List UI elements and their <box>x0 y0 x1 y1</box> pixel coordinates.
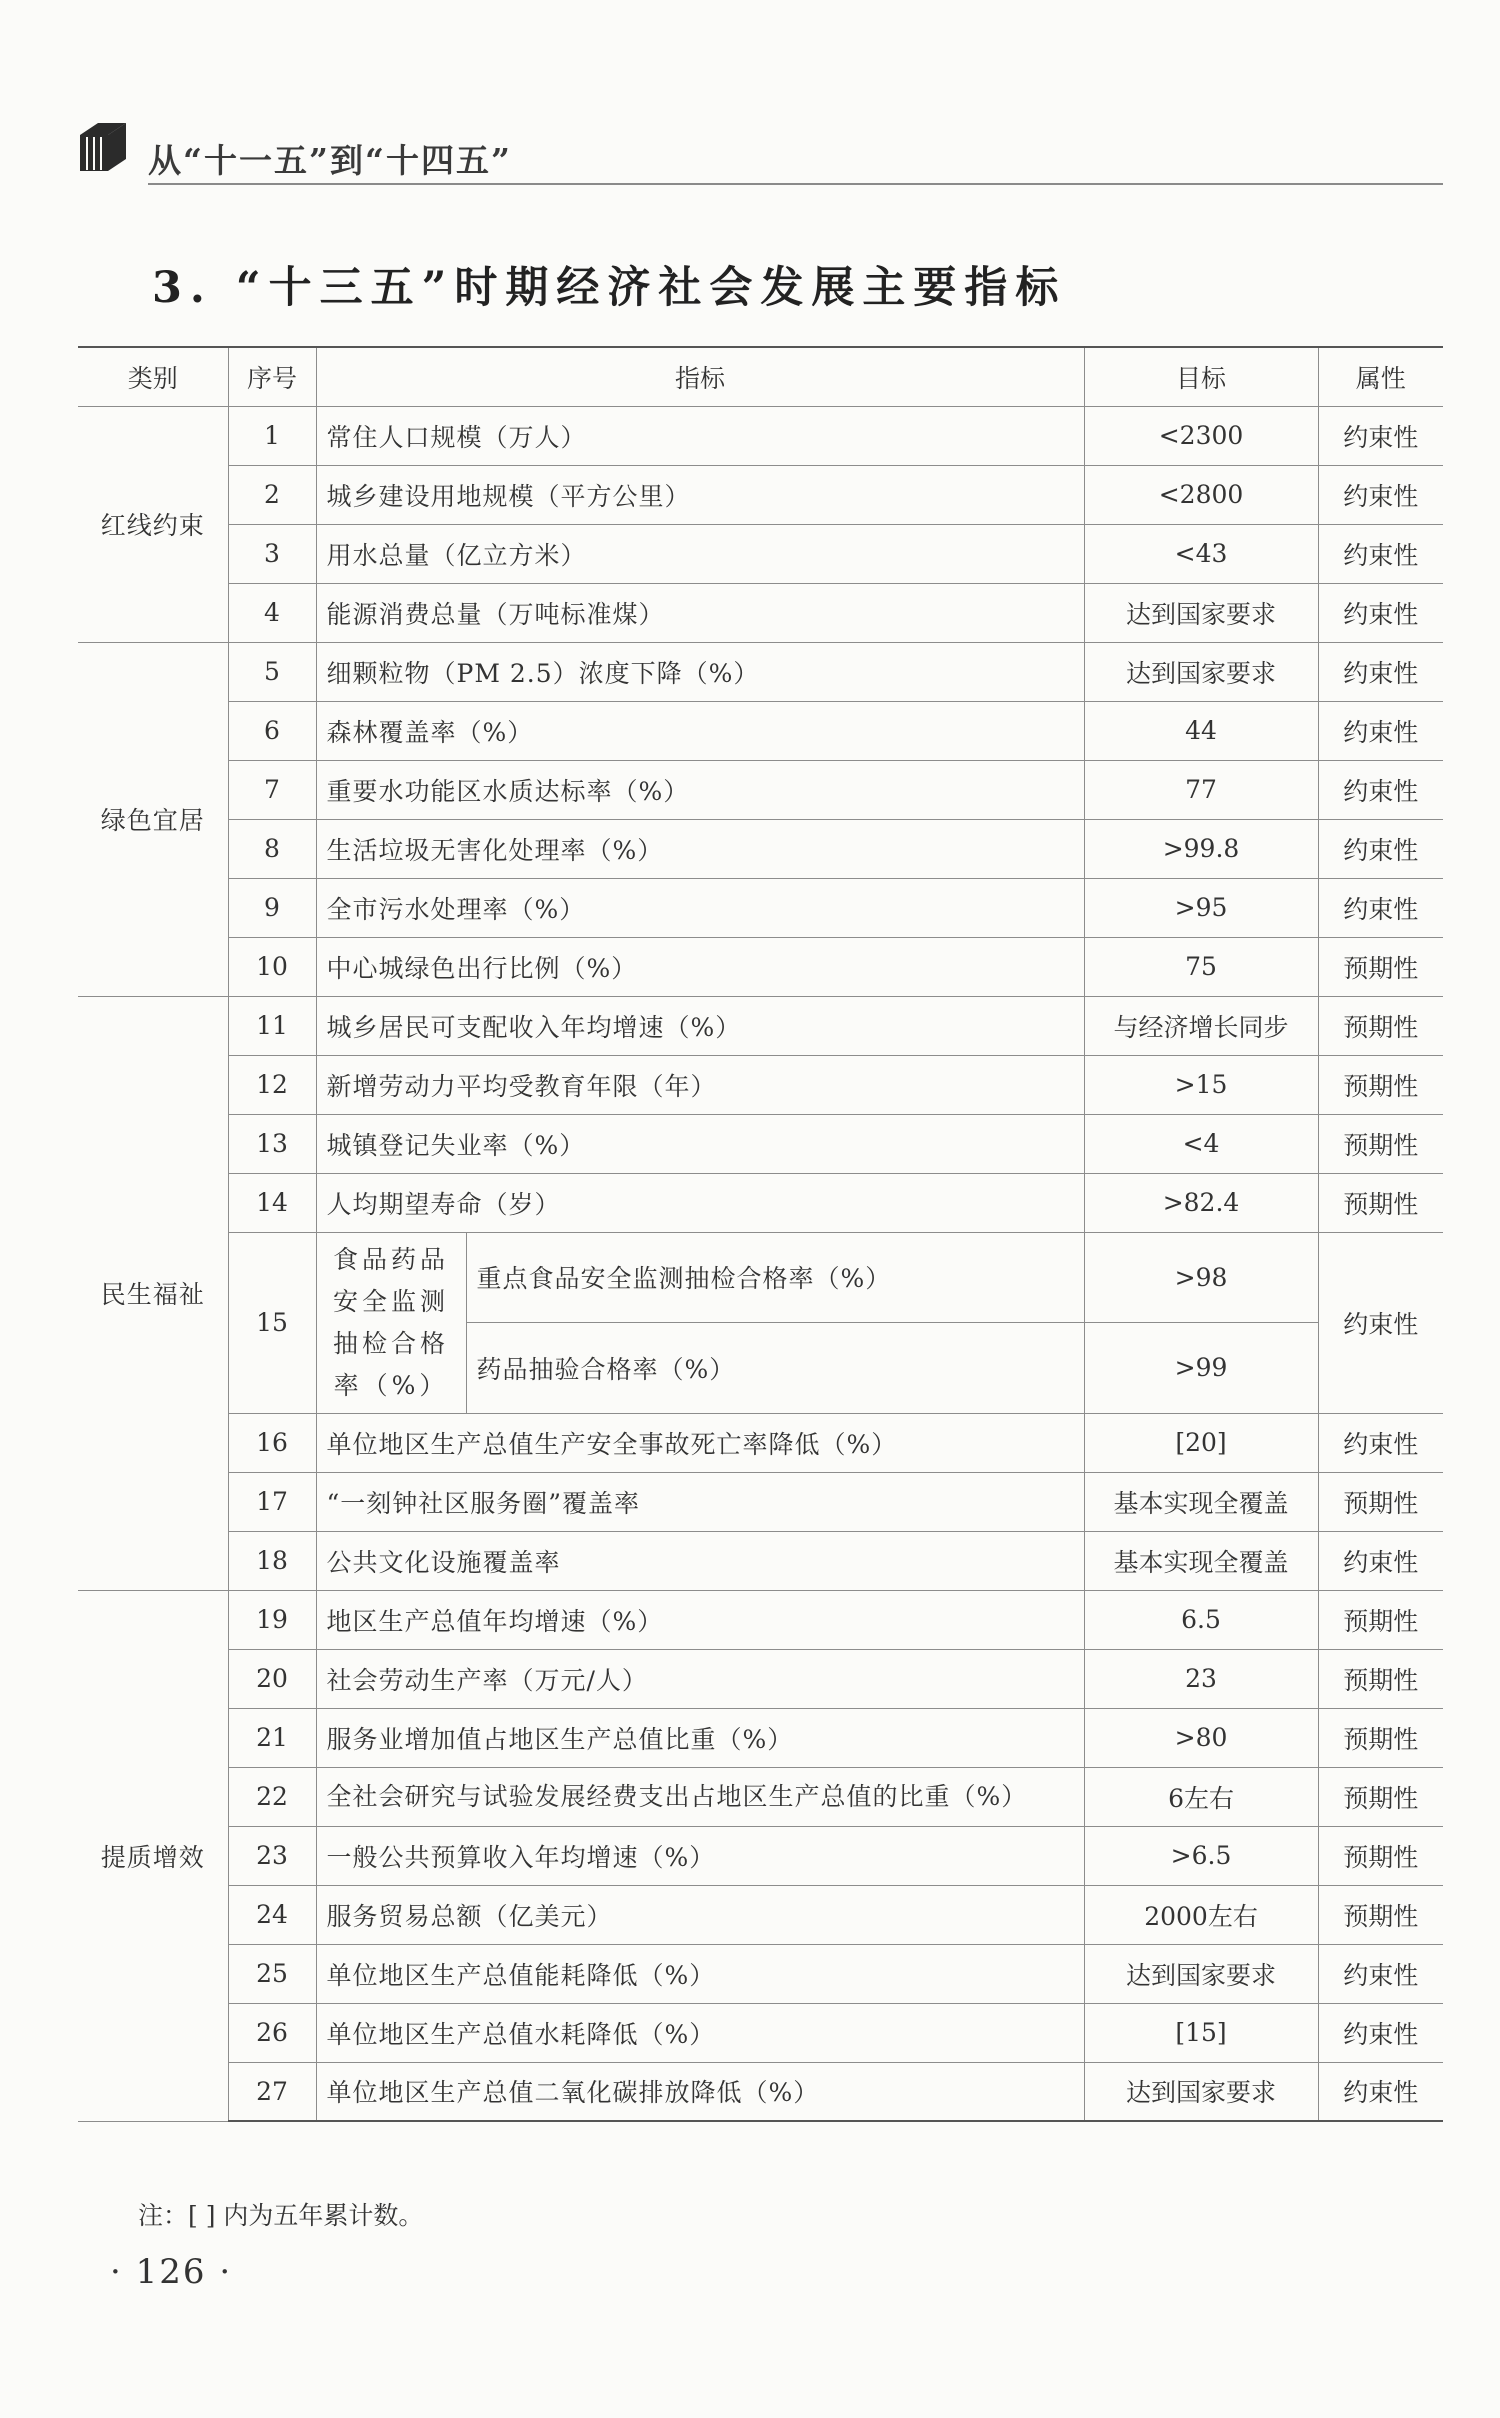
table-row <box>78 2003 1443 2062</box>
indicator-cell: 中心城绿色出行比例（%） <box>316 937 1084 996</box>
target-cell: >99 <box>1084 1323 1318 1414</box>
target-cell: 达到国家要求 <box>1084 583 1318 642</box>
target-cell: <4 <box>1084 1114 1318 1173</box>
target-cell: [15] <box>1084 2003 1318 2062</box>
attribute-cell: 预期性 <box>1318 1055 1443 1114</box>
target-cell: <2800 <box>1084 465 1318 524</box>
page-header <box>78 105 1443 185</box>
row-number: 6 <box>228 701 316 760</box>
table-header-row <box>78 347 1443 406</box>
target-cell: 达到国家要求 <box>1084 642 1318 701</box>
row-number: 23 <box>228 1826 316 1885</box>
row-number: 15 <box>228 1232 316 1413</box>
row-number: 1 <box>228 406 316 465</box>
book-stack-icon <box>78 117 128 173</box>
target-cell: >99.8 <box>1084 819 1318 878</box>
row-number: 10 <box>228 937 316 996</box>
attribute-cell: 约束性 <box>1318 878 1443 937</box>
indicator-cell: 地区生产总值年均增速（%） <box>316 1590 1084 1649</box>
running-title: 从“十一五”到“十四五” <box>148 141 512 180</box>
target-cell: 6.5 <box>1084 1590 1318 1649</box>
target-cell: 达到国家要求 <box>1084 1944 1318 2003</box>
target-cell: >82.4 <box>1084 1173 1318 1232</box>
table-row <box>78 583 1443 642</box>
attribute-cell: 约束性 <box>1318 642 1443 701</box>
indicator-cell: 生活垃圾无害化处理率（%） <box>316 819 1084 878</box>
table-row <box>78 1531 1443 1590</box>
indicator-cell: 细颗粒物（PM 2.5）浓度下降（%） <box>316 642 1084 701</box>
indicator-cell: 单位地区生产总值二氧化碳排放降低（%） <box>316 2062 1084 2121</box>
attribute-cell: 约束性 <box>1318 465 1443 524</box>
row-number: 4 <box>228 583 316 642</box>
target-cell: >95 <box>1084 878 1318 937</box>
target-cell: >15 <box>1084 1055 1318 1114</box>
category-cell: 绿色宜居 <box>78 642 228 996</box>
category-cell: 红线约束 <box>78 406 228 642</box>
row-number: 2 <box>228 465 316 524</box>
table-row <box>78 1767 1443 1826</box>
row-number: 12 <box>228 1055 316 1114</box>
indicator-cell: 重点食品安全监测抽检合格率（%） <box>466 1232 1084 1323</box>
table-row <box>78 1232 1443 1323</box>
target-cell: >80 <box>1084 1708 1318 1767</box>
row-number: 9 <box>228 878 316 937</box>
attribute-cell: 预期性 <box>1318 1767 1443 1826</box>
table-row <box>78 1708 1443 1767</box>
row-number: 25 <box>228 1944 316 2003</box>
row-number: 5 <box>228 642 316 701</box>
table-row <box>78 1944 1443 2003</box>
target-cell: <2300 <box>1084 406 1318 465</box>
attribute-cell: 预期性 <box>1318 1472 1443 1531</box>
row-number: 21 <box>228 1708 316 1767</box>
indicator-cell: 全社会研究与试验发展经费支出占地区生产总值的比重（%） <box>316 1767 1084 1826</box>
attribute-cell: 约束性 <box>1318 2003 1443 2062</box>
table-row <box>78 878 1443 937</box>
table-row <box>78 406 1443 465</box>
row-number: 20 <box>228 1649 316 1708</box>
indicator-cell: 社会劳动生产率（万元/人） <box>316 1649 1084 1708</box>
target-cell: 75 <box>1084 937 1318 996</box>
attribute-cell: 约束性 <box>1318 1232 1443 1413</box>
target-cell: 23 <box>1084 1649 1318 1708</box>
table-row <box>78 1649 1443 1708</box>
table-row <box>78 524 1443 583</box>
target-cell: 达到国家要求 <box>1084 2062 1318 2121</box>
indicator-cell: 药品抽验合格率（%） <box>466 1323 1084 1414</box>
table-row <box>78 1472 1443 1531</box>
indicator-cell: “一刻钟社区服务圈”覆盖率 <box>316 1472 1084 1531</box>
category-cell: 提质增效 <box>78 1590 228 2121</box>
indicator-cell: 一般公共预算收入年均增速（%） <box>316 1826 1084 1885</box>
target-cell: 77 <box>1084 760 1318 819</box>
indicator-cell: 服务业增加值占地区生产总值比重（%） <box>316 1708 1084 1767</box>
row-number: 17 <box>228 1472 316 1531</box>
row-number: 14 <box>228 1173 316 1232</box>
target-cell: <43 <box>1084 524 1318 583</box>
attribute-cell: 预期性 <box>1318 1114 1443 1173</box>
indicator-cell: 单位地区生产总值能耗降低（%） <box>316 1944 1084 2003</box>
table-row <box>78 1114 1443 1173</box>
target-cell: 基本实现全覆盖 <box>1084 1472 1318 1531</box>
target-cell: 6左右 <box>1084 1767 1318 1826</box>
indicator-cell: 公共文化设施覆盖率 <box>316 1531 1084 1590</box>
attribute-cell: 预期性 <box>1318 1590 1443 1649</box>
attribute-cell: 约束性 <box>1318 760 1443 819</box>
col-header-number: 序号 <box>228 347 316 406</box>
attribute-cell: 约束性 <box>1318 524 1443 583</box>
attribute-cell: 约束性 <box>1318 1531 1443 1590</box>
row-number: 16 <box>228 1413 316 1472</box>
col-header-target: 目标 <box>1084 347 1318 406</box>
indicator-cell: 常住人口规模（万人） <box>316 406 1084 465</box>
indicator-cell: 城乡建设用地规模（平方公里） <box>316 465 1084 524</box>
attribute-cell: 预期性 <box>1318 1826 1443 1885</box>
indicator-cell: 服务贸易总额（亿美元） <box>316 1885 1084 1944</box>
col-header-indicator: 指标 <box>316 347 1084 406</box>
attribute-cell: 预期性 <box>1318 937 1443 996</box>
attribute-cell: 预期性 <box>1318 1649 1443 1708</box>
row-number: 7 <box>228 760 316 819</box>
table-row <box>78 1590 1443 1649</box>
attribute-cell: 约束性 <box>1318 819 1443 878</box>
indicator-cell: 全市污水处理率（%） <box>316 878 1084 937</box>
target-cell: 2000左右 <box>1084 1885 1318 1944</box>
target-cell: 44 <box>1084 701 1318 760</box>
indicator-cell: 新增劳动力平均受教育年限（年） <box>316 1055 1084 1114</box>
row-number: 8 <box>228 819 316 878</box>
table-row <box>78 1413 1443 1472</box>
indicator-cell: 城乡居民可支配收入年均增速（%） <box>316 996 1084 1055</box>
indicator-cell: 人均期望寿命（岁） <box>316 1173 1084 1232</box>
indicator-group-cell: 食品药品安全监测抽检合格率（%） <box>316 1232 466 1413</box>
col-header-category: 类别 <box>78 347 228 406</box>
indicator-cell: 重要水功能区水质达标率（%） <box>316 760 1084 819</box>
table-row <box>78 2062 1443 2121</box>
table-row <box>78 1885 1443 1944</box>
indicator-cell: 单位地区生产总值水耗降低（%） <box>316 2003 1084 2062</box>
row-number: 13 <box>228 1114 316 1173</box>
row-number: 19 <box>228 1590 316 1649</box>
col-header-attribute: 属性 <box>1318 347 1443 406</box>
table-row <box>78 465 1443 524</box>
attribute-cell: 约束性 <box>1318 406 1443 465</box>
attribute-cell: 约束性 <box>1318 701 1443 760</box>
indicators-table <box>78 346 1443 2122</box>
attribute-cell: 预期性 <box>1318 1173 1443 1232</box>
table-row <box>78 760 1443 819</box>
row-number: 24 <box>228 1885 316 1944</box>
table-row <box>78 642 1443 701</box>
target-cell: >98 <box>1084 1232 1318 1323</box>
page-number: · 126 · <box>110 2252 233 2292</box>
table-row <box>78 1826 1443 1885</box>
category-cell: 民生福祉 <box>78 996 228 1590</box>
row-number: 3 <box>228 524 316 583</box>
row-number: 22 <box>228 1767 316 1826</box>
attribute-cell: 约束性 <box>1318 2062 1443 2121</box>
table-row <box>78 937 1443 996</box>
target-cell: >6.5 <box>1084 1826 1318 1885</box>
indicator-cell: 用水总量（亿立方米） <box>316 524 1084 583</box>
target-cell: 与经济增长同步 <box>1084 996 1318 1055</box>
row-number: 11 <box>228 996 316 1055</box>
target-cell: [20] <box>1084 1413 1318 1472</box>
row-number: 18 <box>228 1531 316 1590</box>
indicator-cell: 城镇登记失业率（%） <box>316 1114 1084 1173</box>
indicator-cell: 单位地区生产总值生产安全事故死亡率降低（%） <box>316 1413 1084 1472</box>
attribute-cell: 预期性 <box>1318 1885 1443 1944</box>
table-row <box>78 819 1443 878</box>
row-number: 27 <box>228 2062 316 2121</box>
table-row <box>78 996 1443 1055</box>
attribute-cell: 约束性 <box>1318 1413 1443 1472</box>
indicator-cell: 能源消费总量（万吨标准煤） <box>316 583 1084 642</box>
attribute-cell: 预期性 <box>1318 996 1443 1055</box>
row-number: 26 <box>228 2003 316 2062</box>
table-row <box>78 1055 1443 1114</box>
attribute-cell: 约束性 <box>1318 1944 1443 2003</box>
table-row <box>78 1173 1443 1232</box>
footnote: 注：[ ] 内为五年累计数。 <box>138 2201 424 2230</box>
header-rule <box>148 183 1443 185</box>
indicator-cell: 森林覆盖率（%） <box>316 701 1084 760</box>
target-cell: 基本实现全覆盖 <box>1084 1531 1318 1590</box>
attribute-cell: 约束性 <box>1318 583 1443 642</box>
table-row <box>78 701 1443 760</box>
attribute-cell: 预期性 <box>1318 1708 1443 1767</box>
section-title: 3. “十三五”时期经济社会发展主要指标 <box>152 263 1067 313</box>
